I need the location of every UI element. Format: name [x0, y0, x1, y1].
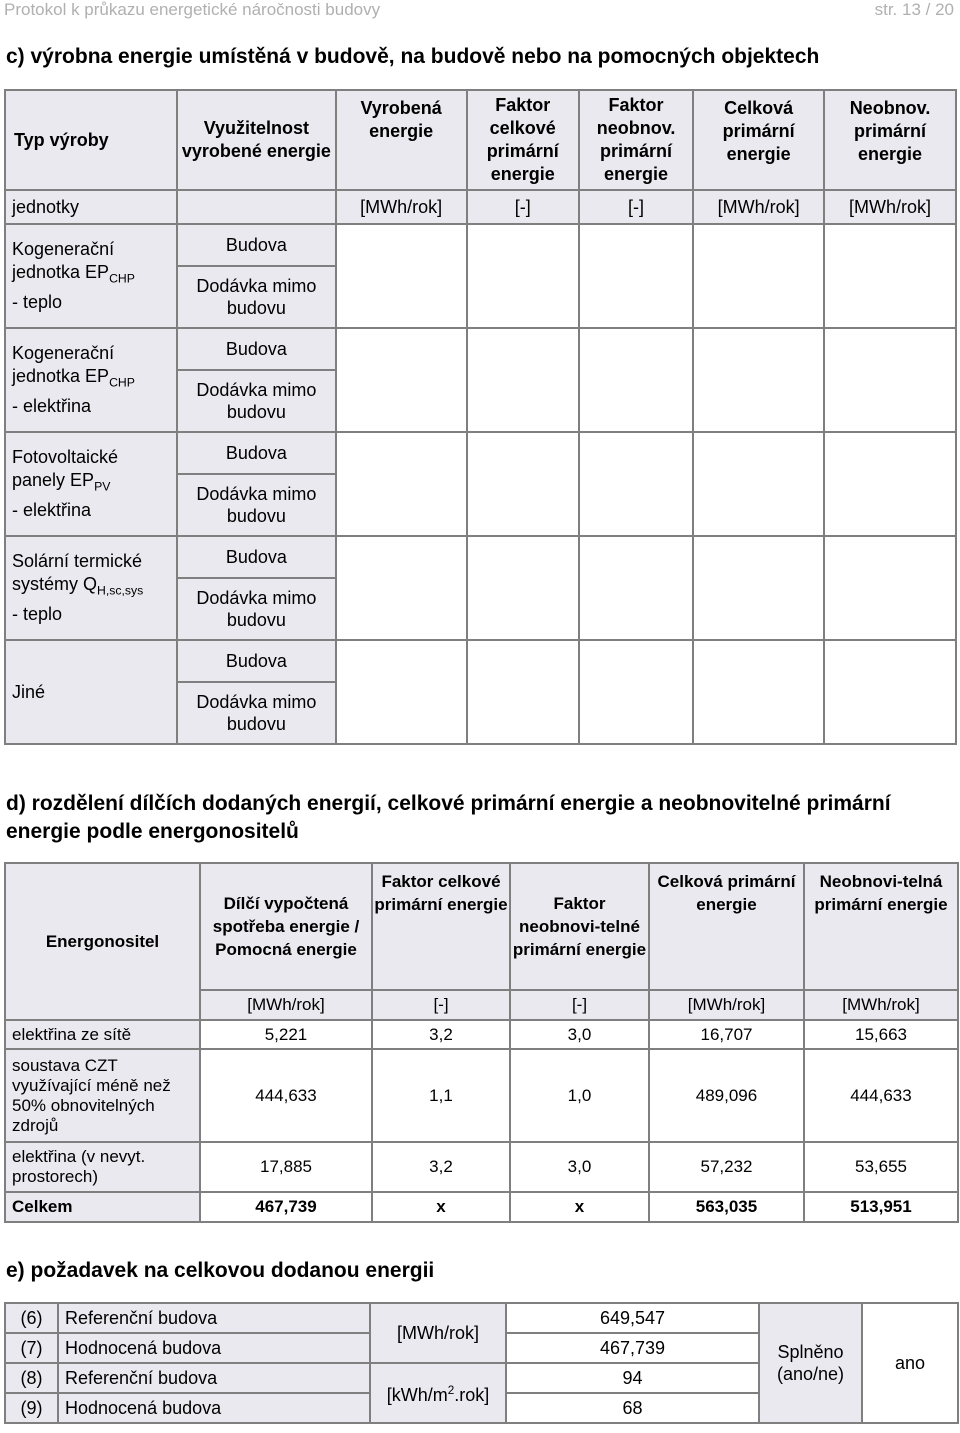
usability-outside: Dodávka mimo budovu: [177, 682, 336, 744]
row-name: Referenční budova: [58, 1303, 370, 1333]
units-produced: [MWh/rok]: [336, 190, 467, 224]
value-cell: [336, 536, 467, 640]
production-type-medium: - teplo: [12, 603, 63, 624]
units-total-primary: [MWh/rok]: [693, 190, 824, 224]
value-cell: [693, 536, 824, 640]
units-nonrenew-primary: [MWh/rok]: [804, 990, 958, 1020]
production-type-name: Jiné: [12, 681, 46, 702]
value-cell: [336, 640, 467, 744]
unit-kwh: [370, 1363, 506, 1423]
production-table: [4, 89, 957, 745]
row-number: (8): [5, 1363, 58, 1393]
unit-kwh-post: .rok]: [454, 1385, 490, 1405]
units-usability: [177, 190, 336, 224]
factor-total-value: 3,2: [372, 1142, 510, 1192]
row-value: 649,547: [506, 1303, 759, 1333]
fulfilled-value: ano: [862, 1303, 958, 1423]
nonrenew-primary-value: 444,633: [804, 1049, 958, 1142]
production-type-label: [5, 224, 177, 328]
carrier-name: elektřina (v nevyt. prostorech): [5, 1142, 200, 1192]
row-name: Hodnocená budova: [58, 1393, 370, 1423]
value-cell: [693, 432, 824, 536]
units-total-primary: [MWh/rok]: [649, 990, 804, 1020]
units-factor-nonrenew: [-]: [510, 990, 649, 1020]
production-type-subscript: CHP: [109, 271, 135, 286]
production-row: [5, 328, 956, 370]
value-cell: [579, 432, 693, 536]
usability-building: Budova: [177, 224, 336, 266]
value-cell: [579, 640, 693, 744]
total-nonrenew-primary: 513,951: [804, 1192, 958, 1222]
usability-outside: Dodávka mimo budovu: [177, 266, 336, 328]
value-cell: [336, 328, 467, 432]
value-cell: [579, 536, 693, 640]
document-title: Protokol k průkazu energetické náročnosti budovy: [4, 0, 381, 19]
units-factor-nonrenew: [-]: [579, 190, 693, 224]
value-cell: [824, 536, 956, 640]
production-type-subscript: PV: [94, 479, 111, 494]
header-row: [5, 90, 956, 190]
total-row: [5, 1192, 958, 1222]
page-number: str. 13 / 20: [874, 0, 954, 19]
col-header-nonrenew-primary: Neobnovi-telná primární energie: [804, 863, 958, 990]
table-row: [5, 1020, 958, 1049]
value-cell: [467, 536, 579, 640]
production-row: [5, 224, 956, 266]
production-type-subscript: H,sc,sys: [97, 583, 144, 598]
section-d-title: d) rozdělení dílčích dodaných energií, celkové primární energie a neobnovitelné primární energie podle energonositelů: [6, 792, 891, 843]
col-header-type: Typ výroby: [5, 90, 177, 190]
value-cell: [467, 640, 579, 744]
factor-nonrenew-value: 1,0: [510, 1049, 649, 1142]
units-nonrenew-primary: [MWh/rok]: [824, 190, 956, 224]
value-cell: [824, 224, 956, 328]
col-header-carrier: Energonositel: [5, 863, 200, 1020]
row-name: Hodnocená budova: [58, 1333, 370, 1363]
production-row: [5, 432, 956, 474]
requirement-table: [4, 1302, 959, 1424]
unit-kwh-pre: [kWh/m: [386, 1385, 448, 1405]
usability-building: Budova: [177, 432, 336, 474]
production-type-name: Fotovoltaické panely EP: [12, 447, 119, 491]
total-partial: 467,739: [200, 1192, 372, 1222]
usability-building: Budova: [177, 328, 336, 370]
units-partial: [MWh/rok]: [200, 990, 372, 1020]
col-header-nonrenew-primary: Neobnov. primární energie: [824, 90, 956, 190]
carrier-name: elektřina ze sítě: [5, 1020, 200, 1049]
value-cell: [467, 328, 579, 432]
total-factor-nonrenew: x: [510, 1192, 649, 1222]
unit-kwh-sup: 2: [447, 1383, 455, 1397]
production-type-medium: - elektřina: [12, 499, 92, 520]
nonrenew-primary-value: 15,663: [804, 1020, 958, 1049]
usability-building: Budova: [177, 536, 336, 578]
col-header-produced: Vyrobená energie: [336, 90, 467, 190]
production-type-label: [5, 536, 177, 640]
table-row: [5, 1049, 958, 1142]
production-type-name: Solární termické systémy Q: [12, 551, 143, 595]
partial-value: 444,633: [200, 1049, 372, 1142]
section-e-title: e) požadavek na celkovou dodanou energii: [6, 1259, 435, 1282]
partial-value: 17,885: [200, 1142, 372, 1192]
row-number: (7): [5, 1333, 58, 1363]
production-type-name: Kogenerační jednotka EP: [12, 239, 115, 283]
production-type-name: Kogenerační jednotka EP: [12, 343, 115, 387]
factor-total-value: 1,1: [372, 1049, 510, 1142]
production-type-label: [5, 640, 177, 744]
table-row: [5, 1142, 958, 1192]
value-cell: [579, 328, 693, 432]
col-header-factor-nonrenew: Faktor neobnov. primární energie: [579, 90, 693, 190]
header-row: [5, 863, 958, 990]
production-type-medium: - teplo: [12, 291, 63, 312]
total-primary-value: 57,232: [649, 1142, 804, 1192]
col-header-total-primary: Celková primární energie: [649, 863, 804, 990]
row-name: Referenční budova: [58, 1363, 370, 1393]
production-type-medium: - elektřina: [12, 395, 92, 416]
total-factor-total: x: [372, 1192, 510, 1222]
value-cell: [336, 432, 467, 536]
value-cell: [693, 328, 824, 432]
col-header-partial: Dílčí vypočtená spotřeba energie / Pomocná energie: [200, 863, 372, 990]
production-type-subscript: CHP: [109, 375, 135, 390]
unit-mwh: [MWh/rok]: [370, 1303, 506, 1363]
total-primary-value: 16,707: [649, 1020, 804, 1049]
production-type-label: [5, 328, 177, 432]
usability-building: Budova: [177, 640, 336, 682]
carrier-name: soustava CZT využívající méně než 50% obnovitelných zdrojů: [5, 1049, 200, 1142]
total-primary-value: 489,096: [649, 1049, 804, 1142]
production-type-label: [5, 432, 177, 536]
row-value: 94: [506, 1363, 759, 1393]
col-header-factor-nonrenew: Faktor neobnovi-telné primární energie: [510, 863, 649, 990]
value-cell: [693, 224, 824, 328]
col-header-factor-total: Faktor celkové primární energie: [467, 90, 579, 190]
units-row: [5, 190, 956, 224]
value-cell: [336, 224, 467, 328]
total-total-primary: 563,035: [649, 1192, 804, 1222]
carrier-table: [4, 862, 959, 1223]
units-factor-total: [-]: [372, 990, 510, 1020]
usability-outside: Dodávka mimo budovu: [177, 370, 336, 432]
row-number: (6): [5, 1303, 58, 1333]
factor-nonrenew-value: 3,0: [510, 1020, 649, 1049]
usability-outside: Dodávka mimo budovu: [177, 578, 336, 640]
fulfilled-label: Splněno (ano/ne): [759, 1303, 862, 1423]
partial-value: 5,221: [200, 1020, 372, 1049]
table-row: [5, 1303, 958, 1333]
value-cell: [467, 432, 579, 536]
value-cell: [693, 640, 824, 744]
row-number: (9): [5, 1393, 58, 1423]
row-value: 68: [506, 1393, 759, 1423]
col-header-factor-total: Faktor celkové primární energie: [372, 863, 510, 990]
col-header-usability: Využitelnost vyrobené energie: [177, 90, 336, 190]
value-cell: [824, 640, 956, 744]
factor-total-value: 3,2: [372, 1020, 510, 1049]
value-cell: [579, 224, 693, 328]
factor-nonrenew-value: 3,0: [510, 1142, 649, 1192]
production-row: [5, 536, 956, 578]
section-c-title: c) výrobna energie umístěná v budově, na budově nebo na pomocných objektech: [6, 45, 820, 68]
nonrenew-primary-value: 53,655: [804, 1142, 958, 1192]
value-cell: [824, 328, 956, 432]
production-row: [5, 640, 956, 682]
value-cell: [824, 432, 956, 536]
col-header-total-primary: Celková primární energie: [693, 90, 824, 190]
units-label: jednotky: [5, 190, 177, 224]
total-label: Celkem: [5, 1192, 200, 1222]
usability-outside: Dodávka mimo budovu: [177, 474, 336, 536]
units-factor-total: [-]: [467, 190, 579, 224]
row-value: 467,739: [506, 1333, 759, 1363]
value-cell: [467, 224, 579, 328]
